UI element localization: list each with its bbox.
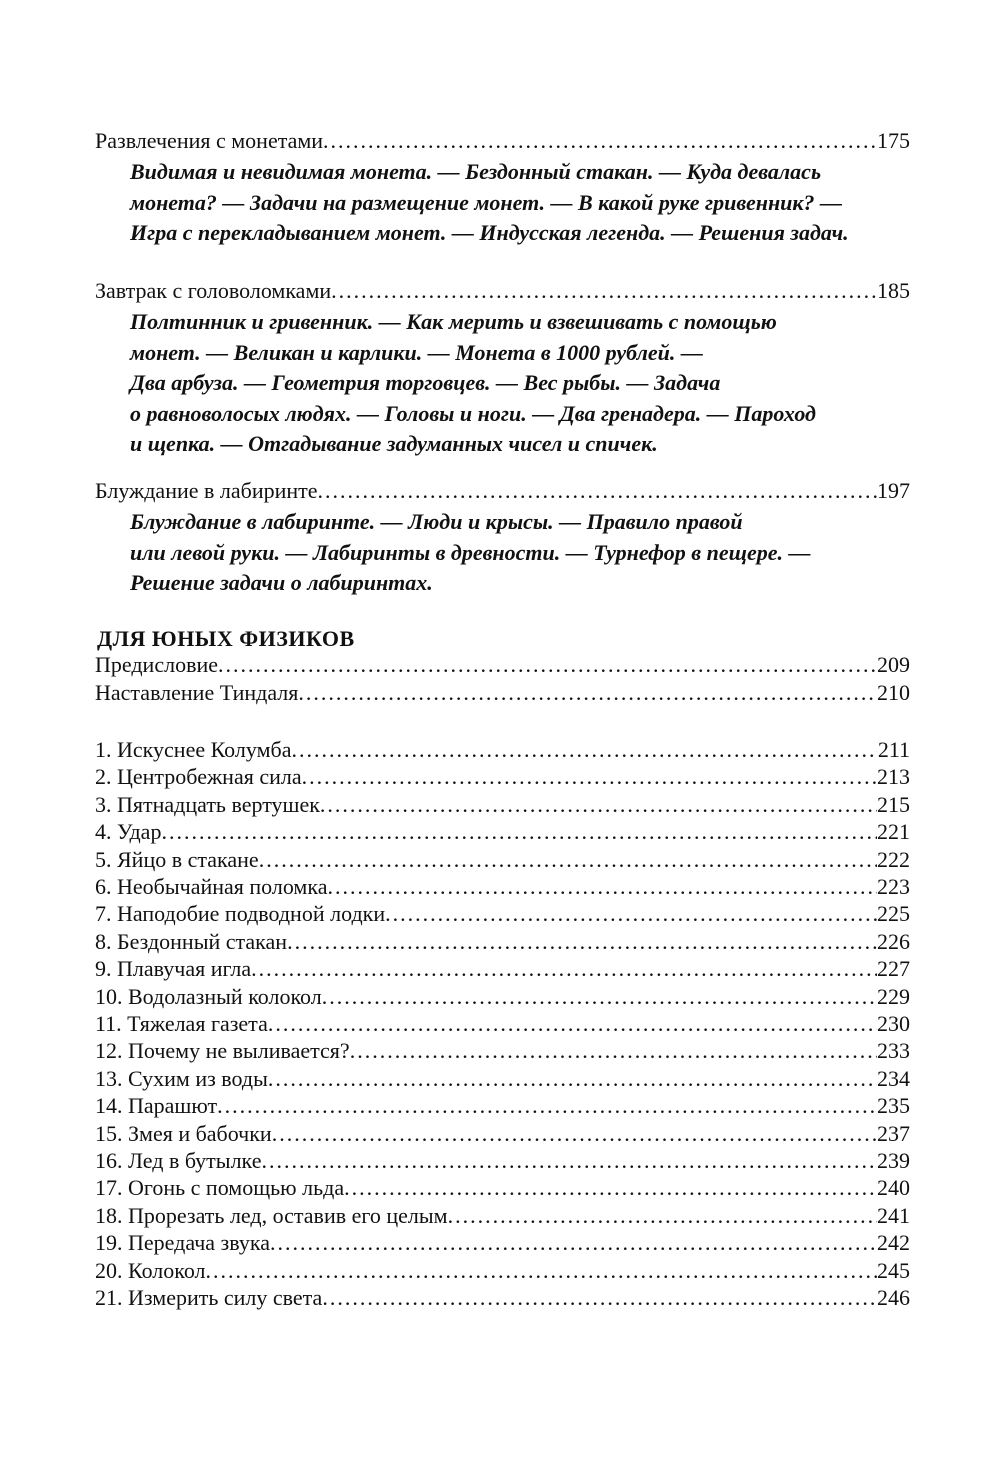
page-number: 235 xyxy=(877,1093,910,1119)
page-number: 210 xyxy=(877,679,910,705)
page-number: 209 xyxy=(877,652,910,677)
dot-leader xyxy=(322,1285,877,1311)
dot-leader xyxy=(385,901,877,927)
toc-entry[interactable] xyxy=(95,956,910,982)
dot-leader xyxy=(268,1011,877,1037)
part-heading: ДЛЯ ЮНЫХ ФИЗИКОВ xyxy=(97,626,355,651)
toc-entry[interactable] xyxy=(95,478,910,504)
dot-leader xyxy=(448,1203,877,1229)
page-number: 213 xyxy=(877,764,910,790)
page-number: 242 xyxy=(877,1230,910,1256)
toc-entry[interactable] xyxy=(95,737,910,763)
entry-title: Наставление Тиндаля xyxy=(95,679,299,705)
entry-title: 4. Удар xyxy=(95,819,162,845)
entry-title: Завтрак с головоломками xyxy=(95,278,332,303)
toc-entry[interactable] xyxy=(95,1093,910,1119)
subtopic-line: Полтинник и гривенник. — Как мерить и взвешивать с помощью xyxy=(130,309,777,334)
page-number: 197 xyxy=(877,478,910,503)
page-number: 234 xyxy=(877,1065,910,1091)
toc-entry[interactable] xyxy=(95,1121,910,1147)
page-number: 223 xyxy=(877,874,910,899)
toc-entry[interactable] xyxy=(95,1038,910,1064)
page-number: 221 xyxy=(877,819,910,845)
dot-leader xyxy=(251,956,877,982)
dot-leader xyxy=(272,1121,877,1147)
subtopic-line: Блуждание в лабиринте. — Люди и крысы. — Правило правой xyxy=(130,509,743,534)
entry-title: 14. Парашют xyxy=(95,1093,218,1119)
entry-title: Развлечения с монетами xyxy=(95,128,324,153)
page-number: 175 xyxy=(877,128,910,153)
subtopic-line: Решение задачи о лабиринтах. xyxy=(130,570,433,595)
page-number: 227 xyxy=(877,956,910,982)
toc-entry[interactable] xyxy=(95,819,910,845)
dot-leader xyxy=(323,128,877,154)
toc-entry[interactable] xyxy=(95,1148,910,1174)
subtopic-line: Два арбуза. — Геометрия торговцев. — Вес рыбы. — Задача xyxy=(130,370,721,395)
dot-leader xyxy=(270,1230,877,1256)
toc-entry[interactable] xyxy=(95,929,910,955)
entry-title: 1. Искуснее Колумба xyxy=(95,737,292,762)
entry-subtopics xyxy=(130,157,849,249)
subtopic-line: Видимая и невидимая монета. — Бездонный стакан. — Куда девалась xyxy=(130,159,822,184)
subtopic-line: о равноволосых людях. — Головы и ноги. — Два гренадера. — Пароход xyxy=(130,400,816,426)
toc-entry[interactable] xyxy=(95,1230,910,1256)
page-number: 211 xyxy=(877,737,910,762)
dot-leader xyxy=(344,1175,877,1201)
entry-title: 8. Бездонный стакан xyxy=(95,928,288,954)
entry-title: 21. Измерить силу света xyxy=(95,1285,323,1310)
entry-title: 6. Необычайная поломка xyxy=(95,874,328,899)
subtopic-line: монета? — Задачи на размещение монет. — В какой руке гривенник? — xyxy=(130,189,843,215)
subtopic-line: монет. — Великан и карлики. — Монета в 1000 рублей. — xyxy=(130,339,703,365)
entry-title: 20. Колокол xyxy=(95,1257,206,1283)
entry-title: 9. Плавучая игла xyxy=(95,956,252,982)
toc-entry[interactable] xyxy=(95,1285,910,1311)
toc-entry[interactable] xyxy=(95,128,910,154)
page-number: 215 xyxy=(877,791,910,817)
dot-leader xyxy=(320,792,877,818)
toc-entry[interactable] xyxy=(95,652,910,678)
subtopic-line: или левой руки. — Лабиринты в древности. — Турнефор в пещере. — xyxy=(130,539,811,565)
entry-title: 3. Пятнадцать вертушек xyxy=(95,791,320,817)
subtopic-line: и щепка. — Отгадывание задуманных чисел и спичек. xyxy=(130,431,658,456)
toc-entry[interactable] xyxy=(95,984,910,1010)
dot-leader xyxy=(259,847,877,873)
dot-leader xyxy=(298,680,877,706)
entry-title: 18. Прорезать лед, оставив его целым xyxy=(95,1202,448,1228)
page-number: 233 xyxy=(877,1038,910,1064)
page-number: 225 xyxy=(877,901,910,927)
dot-leader xyxy=(331,278,877,304)
dot-leader xyxy=(206,1258,877,1284)
page-number: 245 xyxy=(877,1257,910,1283)
entry-subtopics xyxy=(130,307,816,460)
toc-entry[interactable] xyxy=(95,1258,910,1284)
dot-leader xyxy=(161,819,877,845)
page-number: 239 xyxy=(877,1148,910,1173)
entry-title: 12. Почему не выливается? xyxy=(95,1038,350,1064)
toc-entry[interactable] xyxy=(95,874,910,900)
subtopic-line: Игра с перекладыванием монет. — Индусская легенда. — Решения задач. xyxy=(130,220,849,245)
toc-entry[interactable] xyxy=(95,680,910,706)
dot-leader xyxy=(302,764,877,790)
dot-leader xyxy=(268,1066,877,1092)
page-number: 240 xyxy=(877,1175,910,1201)
toc-entry[interactable] xyxy=(95,901,910,927)
page-number: 226 xyxy=(877,928,910,954)
dot-leader xyxy=(261,1148,877,1174)
page-number: 222 xyxy=(877,846,910,872)
dot-leader xyxy=(291,737,877,763)
dot-leader xyxy=(322,984,877,1010)
toc-entry[interactable] xyxy=(95,1175,910,1201)
entry-title: 19. Передача звука xyxy=(95,1230,270,1256)
toc-entry[interactable] xyxy=(95,1011,910,1037)
entry-title: 10. Водолазный колокол xyxy=(95,983,322,1009)
entry-subtopics xyxy=(130,507,811,599)
toc-entry[interactable] xyxy=(95,792,910,818)
dot-leader xyxy=(318,478,877,504)
entry-title: 13. Сухим из воды xyxy=(95,1065,268,1091)
page-number: 237 xyxy=(877,1120,910,1146)
entry-title: 5. Яйцо в стакане xyxy=(95,846,259,872)
entry-title: 2. Центробежная сила xyxy=(95,764,302,790)
dot-leader xyxy=(327,874,877,900)
toc-entry[interactable] xyxy=(95,764,910,790)
dot-leader xyxy=(217,1093,877,1119)
toc-entry[interactable] xyxy=(95,1203,910,1229)
entry-title: 16. Лед в бутылке xyxy=(95,1148,262,1173)
page-number: 230 xyxy=(877,1011,910,1036)
toc-entry[interactable] xyxy=(95,847,910,873)
page-number: 246 xyxy=(877,1285,910,1310)
entry-title: Блуждание в лабиринте xyxy=(95,478,318,503)
entry-title: 7. Наподобие подводной лодки xyxy=(95,901,386,927)
toc-entry[interactable] xyxy=(95,278,910,304)
dot-leader xyxy=(287,929,877,955)
entry-title: 17. Огонь с помощью льда xyxy=(95,1175,345,1201)
toc-entry[interactable] xyxy=(95,1066,910,1092)
entry-title: 15. Змея и бабочки xyxy=(95,1120,272,1146)
page-number: 241 xyxy=(877,1202,910,1228)
page-number: 185 xyxy=(877,278,910,303)
dot-leader xyxy=(350,1038,877,1064)
entry-title: 11. Тяжелая газета xyxy=(95,1011,268,1036)
entry-title: Предисловие xyxy=(95,652,218,677)
page-number: 229 xyxy=(877,983,910,1009)
dot-leader xyxy=(218,652,877,678)
